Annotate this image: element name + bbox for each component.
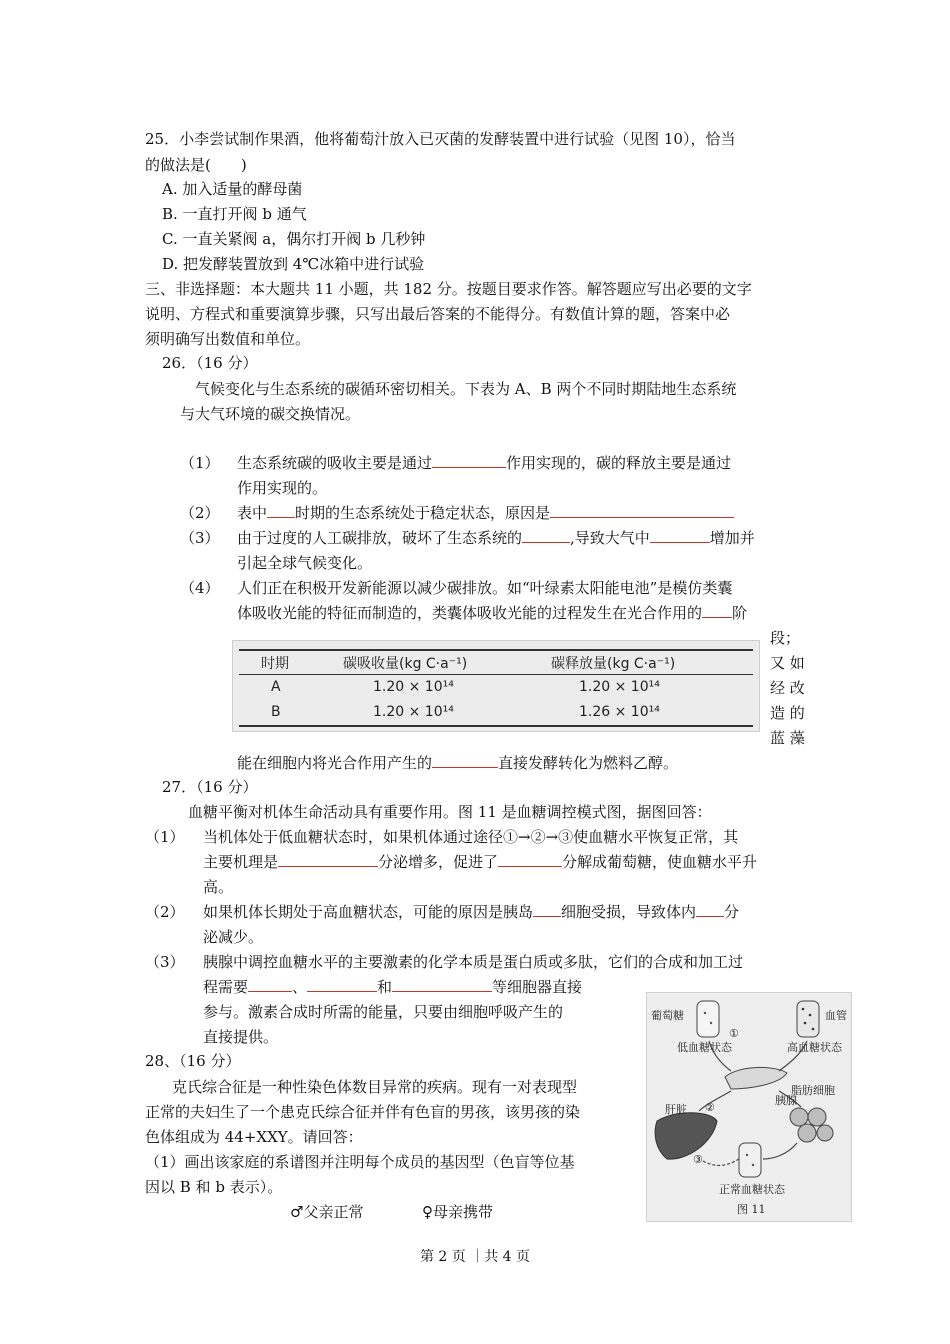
fig11-caption: 图 11 bbox=[737, 1203, 766, 1216]
q25-stem-line2: 的做法是( ) bbox=[145, 156, 247, 174]
q27-part3-text-line4: 直接提供。 bbox=[203, 1028, 279, 1046]
q26-part1-number: （1） bbox=[180, 454, 220, 472]
figure-11-blood-glucose-diagram bbox=[646, 992, 852, 1222]
q26-part3-text-line2: 引起全球气候变化。 bbox=[237, 554, 373, 572]
answer-blank[interactable] bbox=[307, 977, 377, 992]
q26-part3-text: 由于过度的人工碳排放，破坏了生态系统的 ,导致大气中 增加并 bbox=[237, 529, 755, 547]
table-header-absorption: 碳吸收量(kg C·a⁻¹) bbox=[343, 656, 468, 672]
q25-option-c: C. 一直关紧阀 a，偶尔打开阀 b 几秒钟 bbox=[162, 230, 426, 248]
q26-side-text-4: 造 的 bbox=[770, 704, 805, 722]
section3-line3: 须明确写出数值和单位。 bbox=[145, 330, 311, 348]
low-glucose-vessel-icon bbox=[697, 1001, 719, 1037]
q27-intro: 血糖平衡对机体生命活动具有重要作用。图 11 是血糖调控模式图，据图回答： bbox=[188, 803, 712, 821]
q27-part2-text-line1: 如果机体长期处于高血糖状态，可能的原因是胰岛 细胞受损，导致体内 分 bbox=[203, 903, 740, 921]
table-top-rule bbox=[239, 649, 753, 651]
answer-blank[interactable] bbox=[432, 753, 498, 768]
fig11-label-normal: 正常血糖状态 bbox=[719, 1183, 785, 1196]
normal-glucose-vessel-icon bbox=[739, 1143, 761, 1177]
q27-part3-text-line2: 程需要 、 和 等细胞器直接 bbox=[203, 978, 583, 996]
table-header-rule bbox=[239, 674, 753, 675]
carbon-exchange-table bbox=[232, 640, 760, 732]
q26-part1-text: 生态系统碳的吸收主要是通过 作用实现的，碳的释放主要是通过 bbox=[237, 454, 732, 472]
answer-blank[interactable] bbox=[432, 453, 506, 468]
q26-part4-text-line2: 体吸收光能的特征而制造的，类囊体吸收光能的过程发生在光合作用的 阶 bbox=[237, 604, 748, 622]
answer-blank[interactable] bbox=[650, 528, 710, 543]
table-header-period: 时期 bbox=[261, 656, 289, 672]
fig11-circle-1: ① bbox=[729, 1027, 739, 1040]
answer-blank[interactable] bbox=[248, 977, 292, 992]
q25-option-d: D. 把发酵装置放到 4℃冰箱中进行试验 bbox=[162, 255, 425, 273]
high-glucose-vessel-icon bbox=[797, 1001, 819, 1037]
q26-intro-line2: 与大气环境的碳交换情况。 bbox=[180, 405, 361, 423]
q25-stem-line1: 25．小李尝试制作果酒，他将葡萄汁放入已灭菌的发酵装置中进行试验（见图 10），恰当 bbox=[145, 130, 736, 148]
q27-part1-text-line1: 当机体处于低血糖状态时，如果机体通过途径①→②→③使血糖水平恢复正常，其 bbox=[203, 828, 739, 846]
answer-blank[interactable] bbox=[278, 852, 378, 867]
liver-icon bbox=[655, 1113, 717, 1159]
table-cell-period-a: A bbox=[271, 679, 281, 695]
answer-blank[interactable] bbox=[702, 603, 732, 618]
q26-side-text-1: 段； bbox=[770, 629, 801, 647]
answer-blank[interactable] bbox=[267, 503, 295, 518]
q26-side-text-5: 蓝 藻 bbox=[770, 729, 805, 747]
q26-part4-number: （4） bbox=[180, 579, 220, 597]
fig11-label-liver: 肝脏 bbox=[665, 1103, 687, 1116]
q27-part3-text-line3: 参与。激素合成时所需的能量，只要由细胞呼吸产生的 bbox=[203, 1003, 564, 1021]
q27-part1-text-line2: 主要机理是 分泌增多，促进了 分解成葡萄糖，使血糖水平升 bbox=[203, 853, 758, 871]
q25-option-a: A. 加入适量的酵母菌 bbox=[162, 180, 303, 198]
section3-line1: 三、非选择题：本大题共 11 小题，共 182 分。按题目要求作答。解答题应写出必要的文字 bbox=[145, 280, 752, 298]
q26-side-text-2: 又 如 bbox=[770, 654, 805, 672]
q28-line5: 因以 B 和 b 表示）。 bbox=[145, 1178, 283, 1196]
q28-line2: 正常的夫妇生了一个患克氏综合征并伴有色盲的男孩，该男孩的染 bbox=[145, 1103, 581, 1121]
table-bottom-rule bbox=[239, 725, 753, 727]
table-cell-release-a: 1.20 × 10¹⁴ bbox=[579, 679, 660, 695]
q26-side-text-3: 经 改 bbox=[770, 679, 805, 697]
fig11-circle-2: ② bbox=[705, 1101, 715, 1114]
q27-part3-number: （3） bbox=[145, 953, 185, 971]
answer-blank[interactable] bbox=[550, 503, 734, 518]
q27-part1-number: （1） bbox=[145, 828, 185, 846]
q28-line1: 克氏综合征是一种性染色体数目异常的疾病。现有一对表现型 bbox=[172, 1078, 578, 1096]
fig11-label-low: 低血糖状态 bbox=[677, 1041, 732, 1054]
q28-mother-label: ♀母亲携带 bbox=[422, 1203, 493, 1221]
fig11-label-vessel: 血管 bbox=[825, 1009, 847, 1022]
fig11-label-pancreas: 胰腺 bbox=[775, 1094, 797, 1107]
q26-part2-number: （2） bbox=[180, 504, 220, 522]
fat-cells-icon bbox=[790, 1108, 833, 1142]
fig11-label-fat: 脂肪细胞 bbox=[791, 1084, 835, 1097]
q27-part3-text-line1: 胰腺中调控血糖水平的主要激素的化学本质是蛋白质或多肽，它们的合成和加工过 bbox=[203, 953, 744, 971]
fig11-label-high: 高血糖状态 bbox=[787, 1041, 842, 1054]
q27-part1-text-line3: 高。 bbox=[203, 878, 234, 896]
q26-intro-line1: 气候变化与生态系统的碳循环密切相关。下表为 A、B 两个不同时期陆地生态系统 bbox=[195, 380, 737, 398]
q26-heading: 26．（16 分） bbox=[162, 354, 258, 372]
q26-part2-text: 表中 时期的生态系统处于稳定状态，原因是 bbox=[237, 502, 734, 524]
section3-line2: 说明、方程式和重要演算步骤，只写出最后答案的不能得分。有数值计算的题，答案中必 bbox=[145, 305, 731, 323]
fig11-circle-3: ③ bbox=[693, 1153, 703, 1166]
q26-part4-text-line1: 人们正在积极开发新能源以减少碳排放。如“叶绿素太阳能电池”是模仿类囊 bbox=[237, 579, 733, 597]
q27-heading: 27．（16 分） bbox=[162, 778, 258, 796]
answer-blank[interactable] bbox=[522, 528, 570, 543]
answer-blank[interactable] bbox=[533, 902, 561, 917]
answer-blank[interactable] bbox=[696, 902, 724, 917]
q26-part3-number: （3） bbox=[180, 529, 220, 547]
table-cell-absorption-a: 1.20 × 10¹⁴ bbox=[373, 679, 454, 695]
q25-option-b: B. 一直打开阀 b 通气 bbox=[162, 205, 307, 223]
q26-part4-text-line3: 能在细胞内将光合作用产生的 直接发酵转化为燃料乙醇。 bbox=[237, 754, 679, 772]
pancreas-icon bbox=[725, 1067, 787, 1089]
q28-father-label: ♂父亲正常 bbox=[290, 1203, 364, 1221]
table-cell-release-b: 1.26 × 10¹⁴ bbox=[579, 704, 660, 720]
q28-heading: 28、（16 分） bbox=[145, 1052, 241, 1070]
fig11-label-glucose: 葡萄糖 bbox=[651, 1009, 684, 1022]
q28-line4: （1）画出该家庭的系谱图并注明每个成员的基因型（色盲等位基 bbox=[145, 1153, 575, 1171]
q28-line3: 色体组成为 44+XXY。请回答： bbox=[145, 1128, 363, 1146]
table-cell-absorption-b: 1.20 × 10¹⁴ bbox=[373, 704, 454, 720]
q27-part2-number: （2） bbox=[145, 903, 185, 921]
q26-part1-text-line2: 作用实现的。 bbox=[237, 479, 328, 497]
answer-blank[interactable] bbox=[498, 852, 562, 867]
page-footer: 第 2 页 ｜共 4 页 bbox=[419, 1249, 531, 1265]
table-header-release: 碳释放量(kg C·a⁻¹) bbox=[551, 656, 676, 672]
q27-part2-text-line2: 泌减少。 bbox=[203, 928, 264, 946]
table-cell-period-b: B bbox=[271, 704, 281, 720]
answer-blank[interactable] bbox=[392, 977, 492, 992]
